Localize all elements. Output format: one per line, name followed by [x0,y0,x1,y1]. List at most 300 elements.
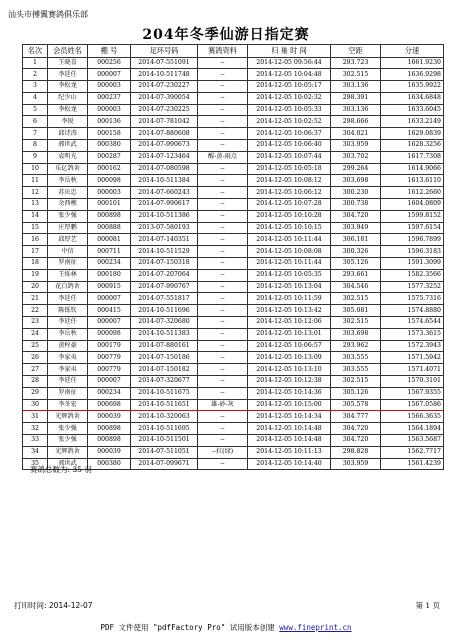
cell-rank: 10 [23,163,48,175]
cell-arrival: 2014-12-05 10:13:04 [248,281,331,293]
cell-pigeon-info: -- [198,81,248,93]
cell-distance: 305.081 [331,305,381,317]
cell-pigeon-info: -- [198,364,248,376]
cell-ring: 2014-07-781042 [131,116,198,128]
cell-speed: 1604.0809 [381,199,444,211]
cell-rank: 24 [23,328,48,340]
cell-ring: 2014-07-150186 [131,352,198,364]
cell-loft: 000003 [88,187,131,199]
cell-pigeon-info: -- [198,387,248,399]
cell-distance: 303.555 [331,352,381,364]
cell-ring: 2014-07-123464 [131,151,198,163]
cell-loft: 000234 [88,387,131,399]
cell-arrival: 2014-12-05 10:14:40 [248,458,331,470]
cell-ring: 2014-07-207064 [131,269,198,281]
cell-arrival: 2014-12-05 10:04:48 [248,69,331,81]
cell-member: 李家夷 [48,364,88,376]
cell-speed: 1617.7308 [381,151,444,163]
cell-rank: 29 [23,387,48,399]
cell-distance: 300.230 [331,187,381,199]
cell-arrival: 2014-12-05 10:06:37 [248,128,331,140]
col-header-speed: 分速 [381,45,444,58]
cell-pigeon-info: -- [198,435,248,447]
page-title: 204年冬季仙游日指定赛 [142,27,310,43]
cell-distance: 303.698 [331,175,381,187]
cell-arrival: 2014-12-05 10:15:00 [248,399,331,411]
cell-arrival: 2014-12-05 10:06:40 [248,140,331,152]
cell-distance: 302.515 [331,376,381,388]
table-row [23,116,444,128]
table-row [23,305,444,317]
cell-arrival: 2014-12-05 10:05:33 [248,104,331,116]
cell-rank: 5 [23,104,48,116]
cell-member: 纪少山 [48,92,88,104]
cell-speed: 1573.3615 [381,328,444,340]
table-row [23,269,444,281]
cell-rank: 31 [23,411,48,423]
cell-rank: 3 [23,81,48,93]
cell-arrival: 2014-12-05 10:11:59 [248,293,331,305]
cell-rank: 4 [23,92,48,104]
cell-loft: 000007 [88,293,131,305]
col-header-ring: 足环号码 [131,45,198,58]
cell-member: 郭世武 [48,140,88,152]
cell-arrival: 2014-12-05 10:11:13 [248,446,331,458]
cell-arrival: 2014-12-05 10:13:10 [248,364,331,376]
cell-arrival: 2014-12-05 09:56:44 [248,57,331,69]
cell-loft: 000136 [88,116,131,128]
table-row [23,199,444,211]
cell-distance: 293.723 [331,57,381,69]
cell-rank: 32 [23,423,48,435]
cell-pigeon-info: -- [198,352,248,364]
table-header-row [23,45,444,58]
cell-distance: 303.959 [331,140,381,152]
cell-pigeon-info: -- [198,57,248,69]
col-header-loft: 棚 号 [88,45,131,58]
cell-arrival: 2014-12-05 10:13:09 [248,352,331,364]
table-row [23,246,444,258]
table-row [23,446,444,458]
cell-distance: 293.661 [331,269,381,281]
cell-pigeon-info: -- [198,246,248,258]
cell-loft: 000256 [88,57,131,69]
cell-arrival: 2014-12-05 10:11:44 [248,234,331,246]
cell-loft: 000180 [88,269,131,281]
col-header-distance: 空距 [331,45,381,58]
table-row [23,387,444,399]
cell-speed: 1572.3943 [381,340,444,352]
table-row [23,92,444,104]
cell-distance: 302.515 [331,293,381,305]
cell-loft: 000898 [88,423,131,435]
cell-loft: 000098 [88,175,131,187]
cell-rank: 18 [23,258,48,270]
cell-distance: 305.578 [331,399,381,411]
cell-member: 陈铄钦 [48,305,88,317]
cell-member: 李廷任 [48,317,88,329]
print-time: 打印时间: 2014-12-07 [14,601,93,610]
table-row [23,163,444,175]
cell-rank: 2 [23,69,48,81]
cell-member: 光辉鸽舍 [48,446,88,458]
cell-distance: 303.555 [331,364,381,376]
cell-arrival: 2014-12-05 10:05:17 [248,81,331,93]
table-row [23,175,444,187]
cell-speed: 1661.9230 [381,57,444,69]
cell-arrival: 2014-12-05 10:10:15 [248,222,331,234]
cell-distance: 304.720 [331,210,381,222]
cell-distance: 298.391 [331,92,381,104]
table-row [23,57,444,69]
cell-pigeon-info: -- [198,199,248,211]
cell-ring: 2014-07-990673 [131,140,198,152]
cell-arrival: 2014-12-05 10:14:48 [248,435,331,447]
cell-member: 李廷任 [48,376,88,388]
cell-member: 光辉鸽舍 [48,411,88,423]
cell-member: 王烁林 [48,269,88,281]
cell-ring: 2014-10-511501 [131,435,198,447]
cell-rank: 11 [23,175,48,187]
table-row [23,69,444,81]
cell-loft: 000162 [88,163,131,175]
cell-arrival: 2014-12-05 10:02:52 [248,116,331,128]
cell-member: 花白鸽舍 [48,281,88,293]
cell-rank: 35 [23,458,48,470]
table-row [23,411,444,423]
cell-distance: 303.959 [331,458,381,470]
cell-speed: 1571.5942 [381,352,444,364]
cell-distance: 300.326 [331,246,381,258]
cell-pigeon-info: -- [198,92,248,104]
cell-member: 张少强 [48,435,88,447]
cell-distance: 300.738 [331,199,381,211]
cell-pigeon-info: -- [198,281,248,293]
table-row [23,222,444,234]
cell-loft: 000007 [88,69,131,81]
cell-arrival: 2014-12-05 10:08:12 [248,175,331,187]
cell-arrival: 2014-12-05 10:12:38 [248,376,331,388]
cell-pigeon-info: -- [198,317,248,329]
cell-pigeon-info: -- [198,376,248,388]
cell-member: 李家夷 [48,352,88,364]
cell-loft: 000039 [88,446,131,458]
cell-ring: 2014-07-230225 [131,104,198,116]
table-row [23,187,444,199]
cell-loft: 000101 [88,199,131,211]
cell-speed: 1633.2149 [381,116,444,128]
cell-member: 郭世武 [48,458,88,470]
cell-pigeon-info: -- [198,140,248,152]
cell-pigeon-info: -- [198,411,248,423]
cell-distance: 303.702 [331,151,381,163]
cell-ring: 2014-07-880161 [131,340,198,352]
table-row [23,258,444,270]
cell-loft: 000711 [88,246,131,258]
cell-pigeon-info: -- [198,328,248,340]
cell-arrival: 2014-12-05 10:14:34 [248,411,331,423]
cell-arrival: 2014-12-05 10:02:32 [248,92,331,104]
cell-loft: 000287 [88,151,131,163]
cell-rank: 16 [23,234,48,246]
cell-rank: 21 [23,293,48,305]
cell-arrival: 2014-12-05 10:13:42 [248,305,331,317]
cell-ring: 2014-07-880608 [131,128,198,140]
cell-rank: 25 [23,340,48,352]
cell-rank: 13 [23,199,48,211]
cell-loft: 000888 [88,222,131,234]
cell-ring: 2014-07-660243 [131,187,198,199]
cell-pigeon-info: 醒-黄-雨点 [198,151,248,163]
cell-arrival: 2014-12-05 10:13:01 [248,328,331,340]
cell-ring: 2014-10-511386 [131,210,198,222]
cell-pigeon-info: -- [198,187,248,199]
cell-speed: 1563.5687 [381,435,444,447]
cell-arrival: 2014-12-05 10:06:57 [248,340,331,352]
cell-speed: 1599.8152 [381,210,444,222]
cell-arrival: 2014-12-05 10:14:48 [248,423,331,435]
cell-ring: 2013-07-580193 [131,222,198,234]
cell-ring: 2014-10-511695 [131,423,198,435]
cell-member: 袁明光 [48,151,88,163]
cell-ring: 2014-07-150182 [131,364,198,376]
table-body [23,57,444,470]
cell-ring: 2014-07-551091 [131,57,198,69]
cell-member: 罗南征 [48,258,88,270]
cell-member: 李松龙 [48,81,88,93]
cell-arrival: 2014-12-05 10:10:28 [248,210,331,222]
cell-speed: 1635.9922 [381,81,444,93]
cell-distance: 304.546 [331,281,381,293]
cell-member: 李松龙 [48,104,88,116]
col-header-pigeon-info: 赛鸽资料 [198,45,248,58]
table-row [23,128,444,140]
cell-rank: 17 [23,246,48,258]
cell-speed: 1574.6544 [381,317,444,329]
cell-distance: 298.666 [331,116,381,128]
cell-pigeon-info: -- [198,269,248,281]
cell-speed: 1575.7316 [381,293,444,305]
cell-arrival: 2014-12-05 10:05:18 [248,163,331,175]
cell-pigeon-info: -- [198,293,248,305]
cell-arrival: 2014-12-05 10:11:44 [248,258,331,270]
cell-loft: 000234 [88,258,131,270]
cell-ring: 2014-07-990767 [131,281,198,293]
cell-loft: 000003 [88,81,131,93]
cell-speed: 1634.6848 [381,92,444,104]
club-name: 汕头市搏翼赛鸽俱乐部 [8,10,88,19]
table-row [23,376,444,388]
cell-ring: 2014-10-511529 [131,246,198,258]
cell-loft: 000415 [88,305,131,317]
cell-speed: 1614.9066 [381,163,444,175]
cell-distance: 298.828 [331,446,381,458]
table-row [23,151,444,163]
cell-speed: 1567.0586 [381,399,444,411]
cell-distance: 303.136 [331,81,381,93]
cell-member: 李岳秋 [48,328,88,340]
cell-speed: 1597.6154 [381,222,444,234]
cell-member: 苏庆忠 [48,187,88,199]
table-row [23,104,444,116]
cell-arrival: 2014-12-05 10:07:28 [248,199,331,211]
cell-pigeon-info: -- [198,69,248,81]
cell-member: 李冬宏 [48,399,88,411]
table-row [23,210,444,222]
cell-member: 庄厚鹏 [48,222,88,234]
table-row [23,328,444,340]
cell-rank: 12 [23,187,48,199]
table-row [23,293,444,305]
cell-ring: 2014-10-320063 [131,411,198,423]
cell-distance: 302.515 [331,69,381,81]
cell-member: 张少强 [48,210,88,222]
table-row [23,140,444,152]
cell-ring: 2014-10-511651 [131,399,198,411]
table-row [23,81,444,93]
cell-speed: 1570.3101 [381,376,444,388]
cell-loft: 000915 [88,281,131,293]
cell-speed: 1596.3183 [381,246,444,258]
cell-loft: 000237 [88,92,131,104]
cell-loft: 000098 [88,328,131,340]
cell-ring: 2014-07-080598 [131,163,198,175]
cell-ring: 2014-07-140351 [131,234,198,246]
cell-pigeon-info: -- [198,258,248,270]
cell-member: 李岳秋 [48,175,88,187]
cell-rank: 15 [23,222,48,234]
cell-ring: 2014-07-320677 [131,376,198,388]
pdf-footer [0,622,452,633]
cell-ring: 2014-07-150318 [131,258,198,270]
cell-member: 张少强 [48,423,88,435]
cell-rank: 8 [23,140,48,152]
cell-ring: 2014-10-511748 [131,69,198,81]
cell-rank: 30 [23,399,48,411]
cell-member: 罗南征 [48,387,88,399]
cell-rank: 9 [23,151,48,163]
cell-arrival: 2014-12-05 10:08:08 [248,246,331,258]
pdf-note: PDF 文件使用 "pdfFactory Pro" 试用版本创建 [100,623,275,632]
cell-loft: 000039 [88,411,131,423]
footer-link[interactable]: www.fineprint.cn [279,623,352,632]
cell-distance: 305.126 [331,258,381,270]
cell-speed: 1561.4239 [381,458,444,470]
results-table [22,44,444,470]
cell-distance: 304.777 [331,411,381,423]
cell-speed: 1566.3635 [381,411,444,423]
cell-rank: 7 [23,128,48,140]
cell-loft: 000007 [88,376,131,388]
cell-ring: 2014-07-320680 [131,317,198,329]
cell-loft: 000779 [88,364,131,376]
cell-loft: 000898 [88,210,131,222]
cell-pigeon-info: 雄-砂-灰 [198,399,248,411]
cell-loft: 000179 [88,340,131,352]
cell-ring: 2014-07-230227 [131,81,198,93]
cell-distance: 302.515 [331,317,381,329]
cell-arrival: 2014-12-05 10:14:36 [248,387,331,399]
cell-member: 黄梓豪 [48,340,88,352]
table-row [23,317,444,329]
cell-ring: 2014-10-511383 [131,328,198,340]
cell-loft: 000380 [88,458,131,470]
cell-speed: 1567.9355 [381,387,444,399]
cell-pigeon-info: -- [198,222,248,234]
cell-pigeon-info: -- [198,128,248,140]
cell-member: 乐亿鸽舍 [48,163,88,175]
cell-distance: 304.021 [331,128,381,140]
cell-loft: 000380 [88,140,131,152]
cell-distance: 305.126 [331,387,381,399]
table-row [23,399,444,411]
col-header-member: 会员姓名 [48,45,88,58]
table-row [23,423,444,435]
cell-loft: 000898 [88,435,131,447]
cell-loft: 000698 [88,399,131,411]
cell-speed: 1633.6045 [381,104,444,116]
cell-loft: 000081 [88,234,131,246]
table-row [23,281,444,293]
table-row [23,435,444,447]
cell-member: 余西樵 [48,199,88,211]
cell-distance: 304.720 [331,423,381,435]
cell-ring: 2014-07-511051 [131,446,198,458]
cell-member: 中信 [48,246,88,258]
cell-arrival: 2014-12-05 10:12:06 [248,317,331,329]
cell-distance: 293.962 [331,340,381,352]
total-count: 赛鸽总数为: 35 羽 [30,465,92,474]
cell-distance: 306.181 [331,234,381,246]
cell-ring: 2014-07-990617 [131,199,198,211]
table-row [23,352,444,364]
cell-ring: 2014-07-551817 [131,293,198,305]
cell-speed: 1591.3099 [381,258,444,270]
cell-pigeon-info: -- [198,210,248,222]
cell-ring: 2014-07-390054 [131,92,198,104]
cell-pigeon-info: -- [198,116,248,128]
cell-pigeon-info: -- [198,104,248,116]
cell-speed: 1564.1894 [381,423,444,435]
cell-speed: 1628.3256 [381,140,444,152]
cell-pigeon-info: -- [198,163,248,175]
cell-distance: 304.720 [331,435,381,447]
cell-distance: 303.698 [331,328,381,340]
cell-rank: 33 [23,435,48,447]
cell-speed: 1562.7717 [381,446,444,458]
cell-member: 邱厚艺 [48,234,88,246]
cell-rank: 27 [23,364,48,376]
cell-ring: 2014-10-511675 [131,387,198,399]
cell-ring: 2014-07-099671 [131,458,198,470]
cell-speed: 1574.8880 [381,305,444,317]
cell-speed: 1612.2660 [381,187,444,199]
table-row [23,364,444,376]
cell-rank: 28 [23,376,48,388]
cell-pigeon-info: -- [198,423,248,435]
cell-member: 李廷任 [48,69,88,81]
cell-member: 李锐 [48,116,88,128]
col-header-rank: 名次 [23,45,48,58]
cell-ring: 2014-10-511384 [131,175,198,187]
cell-member: 邱诗涛 [48,128,88,140]
cell-speed: 1571.4071 [381,364,444,376]
cell-rank: 6 [23,116,48,128]
cell-member: 李廷任 [48,293,88,305]
cell-pigeon-info: -- [198,175,248,187]
cell-arrival: 2014-12-05 10:05:35 [248,269,331,281]
cell-speed: 1629.0839 [381,128,444,140]
